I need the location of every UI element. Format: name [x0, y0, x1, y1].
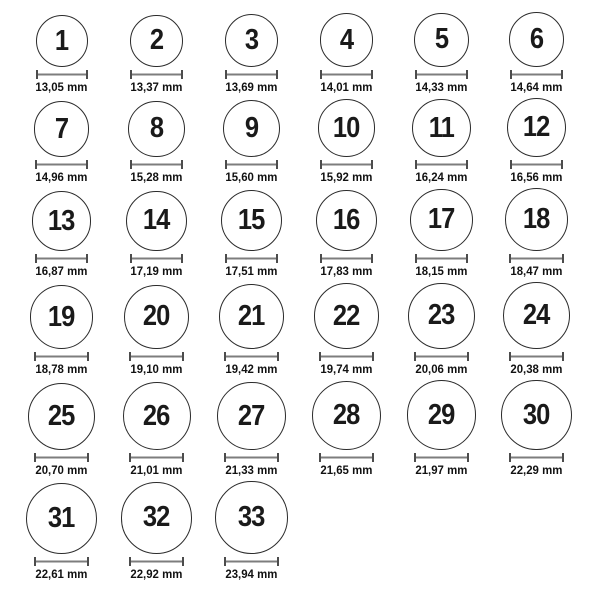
- size-number: 6: [529, 23, 544, 56]
- size-number: 16: [333, 203, 360, 236]
- size-diameter-label: 21,33 mm: [225, 463, 278, 478]
- size-diameter-label: 16,24 mm: [415, 170, 468, 185]
- ring-size-cell: [204, 14, 299, 94]
- ring-size-cell: [489, 188, 584, 278]
- ring-size-cell: [14, 101, 109, 184]
- diameter-ruler-icon: [130, 160, 183, 169]
- ring-circle: [126, 191, 186, 251]
- diameter-ruler-icon: [414, 352, 469, 361]
- size-diameter-label: 13,69 mm: [225, 80, 278, 95]
- ring-circle: [503, 282, 570, 349]
- size-diameter-label: 16,56 mm: [510, 170, 563, 185]
- size-diameter-label: 20,06 mm: [415, 361, 468, 376]
- ring-circle: [407, 380, 477, 450]
- ring-circle: [320, 13, 374, 67]
- ring-size-cell: [299, 190, 394, 279]
- size-diameter-label: 13,05 mm: [35, 80, 88, 95]
- diameter-ruler-icon: [510, 160, 563, 169]
- ring-circle: [221, 190, 282, 251]
- size-diameter-label: 13,37 mm: [130, 80, 183, 95]
- size-number: 17: [428, 203, 455, 236]
- size-number: 20: [143, 300, 170, 333]
- ring-circle: [225, 14, 278, 67]
- size-diameter-label: 14,96 mm: [35, 170, 88, 185]
- size-diameter-label: 21,65 mm: [320, 463, 373, 478]
- ring-circle: [412, 99, 470, 157]
- diameter-ruler-icon: [415, 254, 469, 263]
- size-diameter-label: 22,61 mm: [35, 566, 88, 581]
- ring-circle: [130, 15, 183, 68]
- ring-size-cell: [489, 380, 584, 478]
- size-diameter-label: 22,92 mm: [130, 566, 183, 581]
- size-number: 28: [333, 399, 360, 432]
- size-diameter-label: 17,19 mm: [130, 264, 183, 279]
- ring-circle: [408, 283, 474, 349]
- diameter-ruler-icon: [415, 160, 468, 169]
- ring-circle: [30, 285, 94, 349]
- size-diameter-label: 21,97 mm: [415, 463, 468, 478]
- size-grid: [14, 12, 586, 585]
- size-diameter-label: 19,74 mm: [320, 361, 373, 376]
- size-number: 23: [428, 299, 455, 332]
- size-diameter-label: 19,10 mm: [130, 361, 183, 376]
- size-diameter-label: 22,29 mm: [510, 463, 563, 478]
- ring-size-cell: [109, 285, 204, 376]
- size-number: 26: [143, 399, 170, 432]
- diameter-ruler-icon: [225, 160, 278, 169]
- size-number: 4: [339, 23, 354, 56]
- size-number: 14: [143, 204, 170, 237]
- ring-circle: [123, 382, 191, 450]
- size-number: 22: [333, 299, 360, 332]
- ring-size-cell: [394, 283, 489, 376]
- ring-size-cell: [489, 12, 584, 94]
- ring-size-cell: [299, 99, 394, 184]
- ring-circle: [219, 284, 284, 349]
- ring-size-cell: [394, 13, 489, 95]
- ring-size-cell: [489, 98, 584, 184]
- ring-circle: [312, 381, 381, 450]
- diameter-ruler-icon: [320, 160, 373, 169]
- ring-size-cell: [109, 482, 204, 581]
- ring-circle: [128, 101, 184, 157]
- size-diameter-label: 14,64 mm: [510, 80, 563, 95]
- size-number: 1: [54, 24, 69, 57]
- size-diameter-label: 20,70 mm: [35, 463, 88, 478]
- size-number: 12: [523, 111, 550, 144]
- ring-circle: [36, 15, 88, 67]
- diameter-ruler-icon: [130, 254, 184, 263]
- diameter-ruler-icon: [34, 352, 88, 361]
- ring-size-cell: [204, 190, 299, 278]
- size-number: 18: [523, 203, 550, 236]
- ring-circle: [32, 191, 92, 251]
- diameter-ruler-icon: [415, 70, 467, 79]
- diameter-ruler-icon: [225, 70, 277, 79]
- ring-size-cell: [299, 283, 394, 375]
- size-number: 19: [48, 300, 75, 333]
- size-diameter-label: 21,01 mm: [130, 463, 183, 478]
- diameter-ruler-icon: [509, 352, 564, 361]
- ring-size-cell: [299, 381, 394, 477]
- size-number: 32: [143, 501, 170, 534]
- ring-circle: [501, 380, 572, 451]
- diameter-ruler-icon: [129, 557, 185, 566]
- size-diameter-label: 17,51 mm: [225, 264, 278, 279]
- size-number: 29: [428, 398, 455, 431]
- ring-circle: [26, 483, 97, 554]
- ring-circle: [217, 382, 286, 451]
- ring-size-cell: [109, 191, 204, 278]
- ring-size-cell: [204, 382, 299, 478]
- diameter-ruler-icon: [320, 254, 374, 263]
- ring-circle: [124, 285, 188, 349]
- ring-size-cell: [489, 282, 584, 376]
- size-diameter-label: 18,78 mm: [35, 361, 88, 376]
- ring-circle: [121, 482, 193, 554]
- ring-size-cell: [109, 101, 204, 184]
- diameter-ruler-icon: [509, 453, 564, 462]
- size-diameter-label: 14,33 mm: [415, 80, 468, 95]
- ring-size-cell: [14, 15, 109, 94]
- ring-circle: [509, 12, 564, 67]
- ring-size-cell: [394, 189, 489, 278]
- size-number: 3: [244, 24, 259, 57]
- ring-size-cell: [14, 383, 109, 477]
- diameter-ruler-icon: [320, 70, 372, 79]
- diameter-ruler-icon: [129, 453, 184, 462]
- diameter-ruler-icon: [35, 160, 88, 169]
- diameter-ruler-icon: [225, 254, 279, 263]
- ring-circle: [505, 188, 568, 251]
- ring-circle: [318, 99, 376, 157]
- diameter-ruler-icon: [34, 453, 89, 462]
- size-number: 27: [238, 399, 265, 432]
- ring-circle: [314, 283, 379, 348]
- size-number: 15: [238, 204, 265, 237]
- size-number: 30: [523, 398, 550, 431]
- diameter-ruler-icon: [510, 70, 563, 79]
- ring-size-cell: [14, 191, 109, 278]
- size-number: 13: [48, 204, 75, 237]
- size-diameter-label: 15,28 mm: [130, 170, 183, 185]
- diameter-ruler-icon: [35, 254, 88, 263]
- size-diameter-label: 19,42 mm: [225, 361, 278, 376]
- ring-circle: [215, 481, 287, 553]
- diameter-ruler-icon: [36, 70, 88, 79]
- ring-size-chart: [0, 12, 600, 612]
- diameter-ruler-icon: [224, 352, 278, 361]
- size-number: 10: [333, 111, 360, 144]
- diameter-ruler-icon: [130, 70, 182, 79]
- size-number: 21: [238, 299, 265, 332]
- ring-circle: [414, 13, 469, 68]
- ring-size-cell: [14, 285, 109, 376]
- ring-size-cell: [394, 380, 489, 477]
- diameter-ruler-icon: [34, 557, 90, 566]
- size-diameter-label: 15,60 mm: [225, 170, 278, 185]
- diameter-ruler-icon: [319, 453, 374, 462]
- size-diameter-label: 18,47 mm: [510, 264, 563, 279]
- ring-size-cell: [109, 382, 204, 477]
- size-number: 9: [244, 112, 259, 145]
- ring-size-cell: [109, 15, 204, 95]
- ring-size-cell: [394, 99, 489, 184]
- size-diameter-label: 18,15 mm: [415, 264, 468, 279]
- ring-circle: [507, 98, 566, 157]
- diameter-ruler-icon: [509, 254, 563, 263]
- diameter-ruler-icon: [224, 557, 280, 566]
- size-number: 7: [54, 112, 69, 145]
- ring-circle: [410, 189, 472, 251]
- size-number: 5: [434, 23, 449, 56]
- ring-size-cell: [299, 13, 394, 94]
- diameter-ruler-icon: [414, 453, 469, 462]
- size-diameter-label: 17,83 mm: [320, 264, 373, 279]
- size-number: 33: [238, 501, 265, 534]
- size-diameter-label: 20,38 mm: [510, 361, 563, 376]
- diameter-ruler-icon: [224, 453, 279, 462]
- ring-circle: [316, 190, 378, 252]
- ring-circle: [28, 383, 95, 450]
- size-diameter-label: 16,87 mm: [35, 264, 88, 279]
- ring-size-cell: [204, 100, 299, 184]
- size-number: 25: [48, 400, 75, 433]
- size-diameter-label: 23,94 mm: [225, 566, 278, 581]
- ring-size-cell: [14, 483, 109, 581]
- ring-size-cell: [204, 284, 299, 376]
- ring-circle: [223, 100, 280, 157]
- size-number: 2: [149, 24, 164, 57]
- size-number: 11: [428, 111, 455, 144]
- diameter-ruler-icon: [319, 352, 374, 361]
- diameter-ruler-icon: [129, 352, 183, 361]
- size-number: 8: [149, 112, 164, 145]
- ring-size-cell: [204, 481, 299, 580]
- size-number: 24: [523, 298, 550, 331]
- size-diameter-label: 14,01 mm: [320, 80, 373, 95]
- ring-circle: [34, 101, 90, 157]
- size-diameter-label: 15,92 mm: [320, 170, 373, 185]
- size-number: 31: [48, 501, 75, 534]
